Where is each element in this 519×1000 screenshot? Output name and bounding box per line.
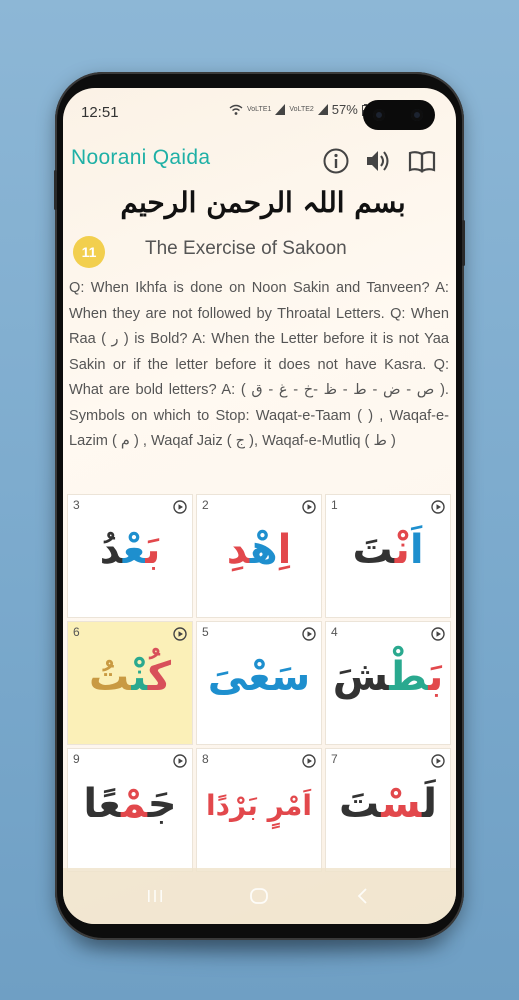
status-bar bbox=[63, 88, 456, 136]
arabic-part: طْ bbox=[389, 654, 429, 700]
signal-icon bbox=[318, 104, 328, 115]
arabic-part: شَ bbox=[332, 654, 390, 700]
arabic-word bbox=[68, 654, 192, 700]
arabic-word bbox=[326, 527, 450, 573]
wifi-icon bbox=[229, 104, 243, 116]
word-card-grid bbox=[67, 494, 451, 872]
card-number: 5 bbox=[202, 625, 209, 639]
play-icon[interactable] bbox=[302, 500, 316, 514]
word-card[interactable] bbox=[196, 494, 322, 618]
arabic-part: اِ bbox=[277, 527, 292, 573]
card-number: 2 bbox=[202, 498, 209, 512]
play-icon[interactable] bbox=[302, 754, 316, 768]
volte2-label: VoLTE2 bbox=[289, 106, 314, 113]
play-icon[interactable] bbox=[173, 500, 187, 514]
status-time: 12:51 bbox=[81, 104, 119, 121]
info-icon[interactable] bbox=[321, 146, 351, 176]
power-button bbox=[462, 220, 465, 266]
arabic-part: هْ bbox=[249, 527, 278, 573]
card-number: 3 bbox=[73, 498, 80, 512]
arabic-part: بَ bbox=[145, 527, 161, 573]
arabic-part: اَمْرٍ bbox=[267, 789, 312, 822]
arabic-word bbox=[326, 781, 450, 827]
camera-lens bbox=[411, 109, 423, 121]
recents-icon[interactable] bbox=[143, 884, 167, 908]
arabic-part: كُ bbox=[147, 654, 171, 700]
lesson-description: Q: When Ikhfa is done on Noon Sakin and Tanveen? A: When they are not followed by Throatal Letters. Q: When Raa ( ر ) is Bold? A: When the Letter before it is not Yaa Sakin or if the letter before it does not have Kasra. Q: What are bold letters? A: ( ص - ض - ط - ظ -خ - غ - ق ). Symbols on which to Stop: Waqat-e-Taam ( ) , Waqaf-e-Lazim ( م ) , Waqaf Jaiz ( ج ), Waqaf-e-Mutliq ( ط ) bbox=[69, 280, 449, 449]
arabic-part: مْ bbox=[120, 781, 148, 827]
word-card-selected[interactable] bbox=[67, 621, 193, 745]
arabic-part: جَ bbox=[147, 781, 177, 827]
arabic-part: سَعْىَ bbox=[207, 654, 311, 700]
system-nav-bar bbox=[63, 868, 456, 924]
word-card[interactable] bbox=[325, 748, 451, 872]
arabic-word bbox=[326, 654, 450, 700]
card-number: 1 bbox=[331, 498, 338, 512]
volume-button bbox=[54, 170, 57, 210]
arabic-part: نْ bbox=[394, 527, 410, 573]
book-icon[interactable] bbox=[407, 146, 437, 176]
card-number: 9 bbox=[73, 752, 80, 766]
play-icon[interactable] bbox=[173, 627, 187, 641]
arabic-part: اَ bbox=[409, 527, 424, 573]
arabic-word bbox=[68, 527, 192, 573]
arabic-word bbox=[197, 654, 321, 700]
back-icon[interactable] bbox=[351, 884, 375, 908]
play-icon[interactable] bbox=[431, 627, 445, 641]
volte1-label: VoLTE1 bbox=[247, 106, 272, 113]
word-card[interactable] bbox=[325, 621, 451, 745]
arabic-part: سْ bbox=[381, 781, 422, 827]
word-card[interactable] bbox=[196, 748, 322, 872]
play-icon[interactable] bbox=[431, 754, 445, 768]
speaker-icon[interactable] bbox=[363, 146, 393, 176]
arabic-part: تُ bbox=[89, 654, 132, 700]
app-screen bbox=[63, 88, 456, 924]
camera-cutout bbox=[363, 100, 435, 130]
arabic-part: نْ bbox=[131, 654, 148, 700]
arabic-part: تَ bbox=[338, 781, 382, 827]
arabic-part: تَ bbox=[352, 527, 395, 573]
camera-lens bbox=[373, 109, 385, 121]
arabic-part: عًا bbox=[83, 781, 121, 827]
status-indicators bbox=[229, 102, 369, 117]
arabic-part: عْ bbox=[122, 527, 146, 573]
play-icon[interactable] bbox=[431, 500, 445, 514]
arabic-part: دِ bbox=[226, 527, 250, 573]
arabic-part: دُ bbox=[99, 527, 123, 573]
app-title: Noorani Qaida bbox=[71, 146, 211, 169]
arabic-part: بَرْدًا bbox=[205, 789, 258, 822]
card-number: 8 bbox=[202, 752, 209, 766]
play-icon[interactable] bbox=[173, 754, 187, 768]
home-icon[interactable] bbox=[247, 884, 271, 908]
word-card[interactable] bbox=[196, 621, 322, 745]
card-number: 7 bbox=[331, 752, 338, 766]
arabic-word bbox=[197, 789, 321, 822]
bismillah-heading: بسم اللہ الرحمن الرحیم bbox=[120, 186, 406, 219]
word-card[interactable] bbox=[67, 748, 193, 872]
signal-icon bbox=[275, 104, 285, 115]
play-icon[interactable] bbox=[302, 627, 316, 641]
card-number: 6 bbox=[73, 625, 80, 639]
battery-percent: 57% bbox=[331, 102, 358, 117]
lesson-title: The Exercise of Sakoon bbox=[145, 238, 347, 259]
arabic-part: بَ bbox=[428, 654, 444, 700]
word-card[interactable] bbox=[67, 494, 193, 618]
word-card[interactable] bbox=[325, 494, 451, 618]
card-number: 4 bbox=[331, 625, 338, 639]
arabic-word bbox=[68, 781, 192, 827]
arabic-word bbox=[197, 527, 321, 573]
lesson-number-badge: 11 bbox=[73, 236, 105, 268]
arabic-part: لَ bbox=[422, 781, 438, 827]
